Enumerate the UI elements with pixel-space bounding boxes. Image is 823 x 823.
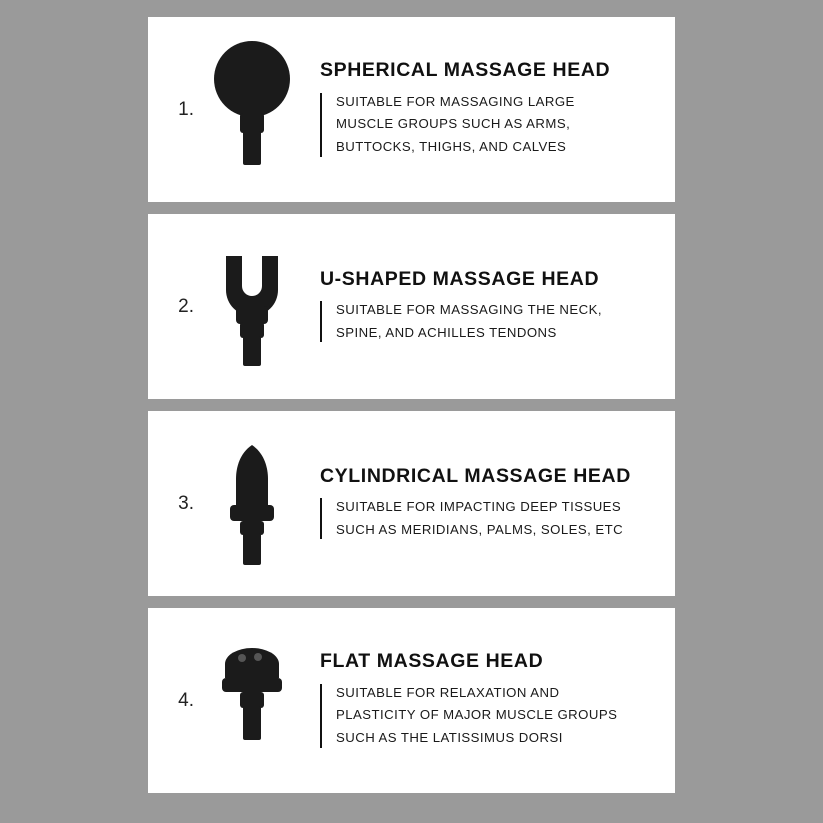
attachment-description-wrap — [320, 91, 661, 159]
attachment-title: SPHERICAL MASSAGE HEAD — [320, 59, 611, 82]
item-number: 3. — [178, 492, 194, 514]
description-line: MUSCLE GROUPS SUCH AS ARMS, — [336, 116, 571, 132]
description-line: PLASTICITY OF MAJOR MUSCLE GROUPS — [336, 707, 618, 723]
description-line: SUCH AS THE LATISSIMUS DORSI — [336, 730, 563, 746]
attachment-title: FLAT MASSAGE HEAD — [320, 650, 544, 673]
attachment-card — [148, 214, 675, 399]
attachment-description — [336, 682, 661, 750]
attachment-description — [336, 91, 661, 159]
attachment-description-wrap — [320, 496, 661, 541]
attachment-text-block — [306, 35, 675, 185]
attachment-description-wrap — [320, 299, 661, 344]
attachment-description-wrap — [320, 682, 661, 750]
attachment-card — [148, 411, 675, 596]
attachment-text-block — [306, 626, 675, 776]
description-line: SUITABLE FOR MASSAGING LARGE — [336, 93, 575, 109]
attachment-title: CYLINDRICAL MASSAGE HEAD — [320, 464, 631, 487]
item-number: 4. — [178, 689, 194, 711]
description-line: SUITABLE FOR MASSAGING THE NECK, — [336, 302, 602, 318]
item-number: 2. — [178, 295, 194, 317]
attachment-text-block — [306, 232, 675, 382]
item-number: 1. — [178, 98, 194, 120]
attachment-title: U-SHAPED MASSAGE HEAD — [320, 267, 600, 290]
description-line: SPINE, AND ACHILLES TENDONS — [336, 324, 557, 340]
attachment-description — [336, 299, 661, 344]
attachment-text-block — [306, 429, 675, 579]
spherical-massage-head-icon — [198, 33, 306, 183]
description-line: BUTTOCKS, THIGHS, AND CALVES — [336, 139, 567, 155]
description-line: SUCH AS MERIDIANS, PALMS, SOLES, ETC — [336, 521, 624, 537]
u-shaped-massage-head-icon — [198, 232, 306, 382]
description-line: SUITABLE FOR IMPACTING DEEP TISSUES — [336, 499, 622, 515]
flat-massage-head-icon — [198, 626, 306, 776]
attachment-description — [336, 496, 661, 541]
description-line: SUITABLE FOR RELAXATION AND — [336, 684, 560, 700]
cylindrical-massage-head-icon — [198, 429, 306, 579]
attachment-card — [148, 17, 675, 202]
attachment-card — [148, 608, 675, 793]
